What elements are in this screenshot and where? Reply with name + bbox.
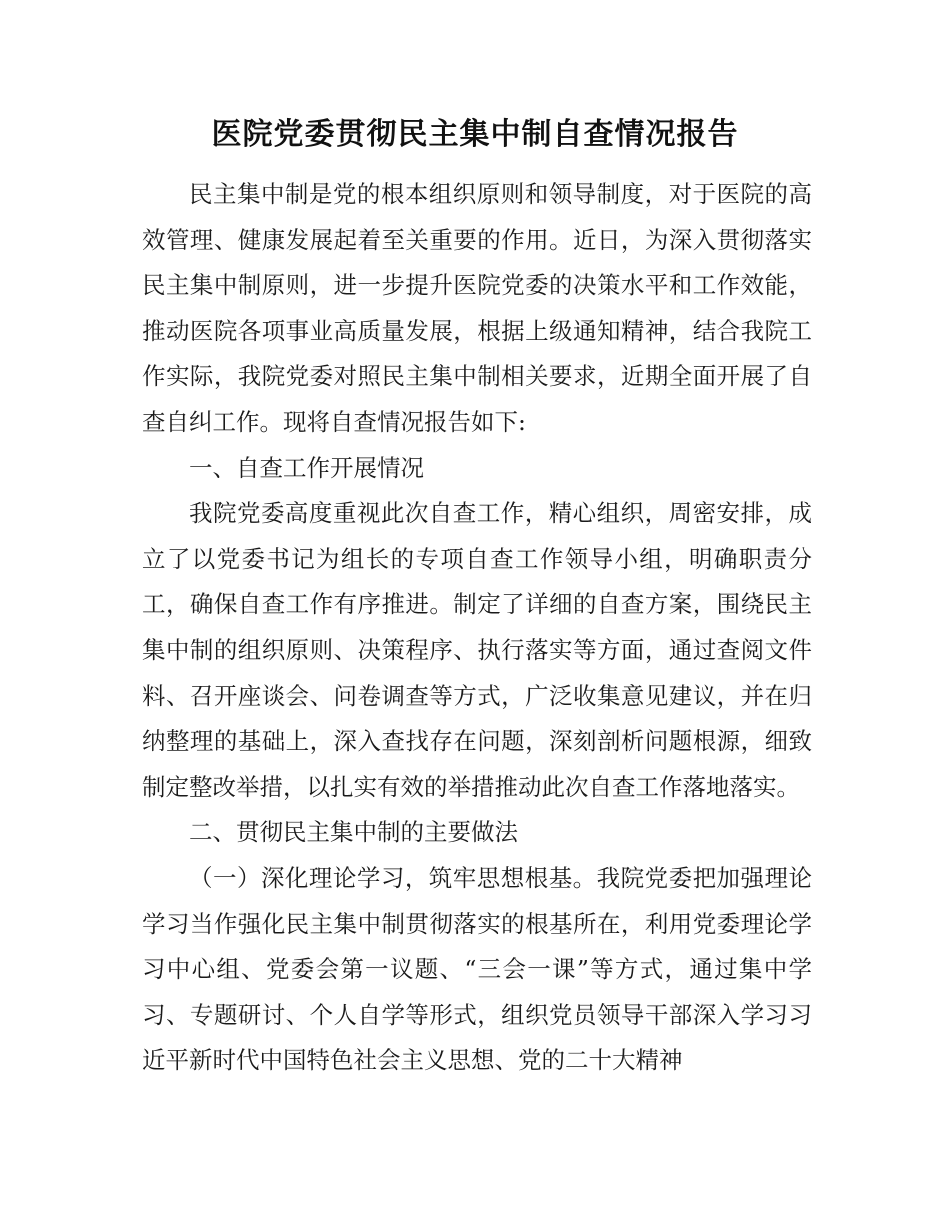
document-title: 医院党委贯彻民主集中制自查情况报告 bbox=[211, 117, 739, 152]
section-heading-1: 一、自查工作开展情况 bbox=[189, 453, 424, 482]
section-1-paragraph: 我院党委高度重视此次自查工作，精心组织，周密安排，成立了以党委书记为组长的专项自查工作领导小组，明确职责分工，确保自查工作有序推进。制定了详细的自查方案，围绕民主集中制的组织原则、决策程序、执行落实等方面，通过查阅文件料、召开座谈会、问卷调查等方式，广泛收集意见建议，并在归纳整理的基础上，深入查找存在问题，深刻剖析问题根源，细致制定整改举措，以扎实有效的举措推动此次自查工作落地落实。 bbox=[142, 499, 812, 801]
document-body bbox=[142, 172, 812, 1084]
section-heading-2: 二、贯彻民主集中制的主要做法 bbox=[189, 818, 518, 847]
intro-paragraph: 民主集中制是党的根本组织原则和领导制度，对于医院的高效管理、健康发展起着至关重要的作用。近日，为深入贯彻落实民主集中制原则，进一步提升医院党委的决策水平和工作效能，推动医院各项事业高质量发展，根据上级通知精神，结合我院工作实际，我院党委对照民主集中制相关要求，近期全面开展了自查自纠工作。现将自查情况报告如下: bbox=[142, 180, 812, 436]
section-2-paragraph: （一）深化理论学习，筑牢思想根基。我院党委把加强理论学习当作强化民主集中制贯彻落实的根基所在，利用党委理论学习中心组、党委会第一议题、“三会一课”等方式，通过集中学习、专题研讨、个人自学等形式，组织党员领导干部深入学习习近平新时代中国特色社会主义思想、党的二十大精神 bbox=[142, 863, 812, 1075]
